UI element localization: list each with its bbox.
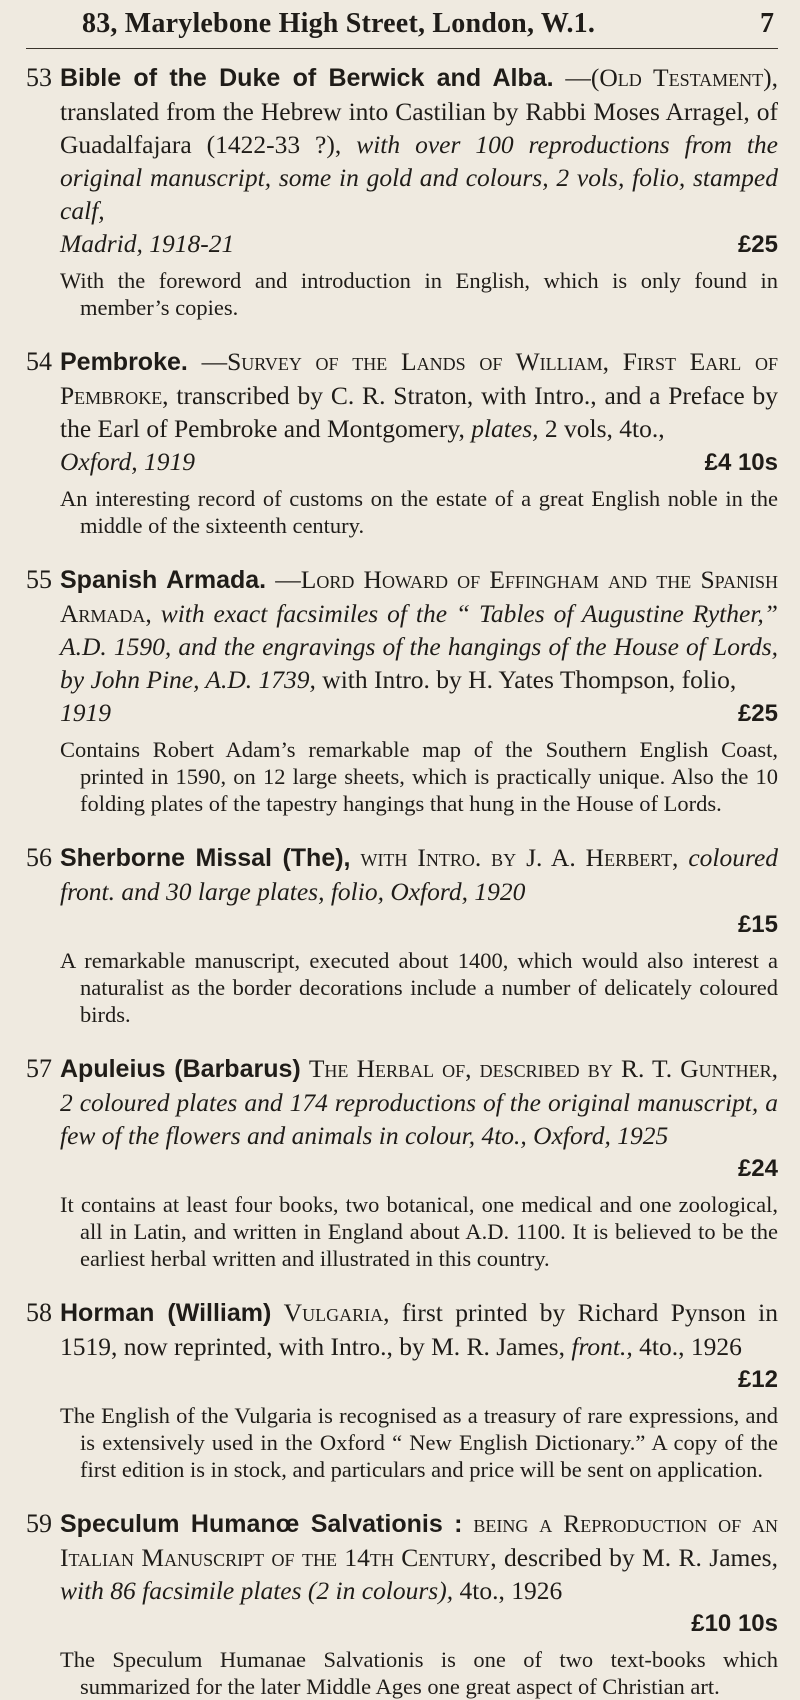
entry-imprint-price (60, 1607, 778, 1640)
entry-description-smallcaps: —(Old Testament), (565, 63, 779, 92)
catalogue-entry (26, 1052, 778, 1272)
entry-description-after: 4to., 1926 (459, 1576, 563, 1605)
catalogue-entry (26, 1507, 778, 1700)
entry-description: first printed by Richard Pynson in 1519, now reprinted, with Intro., by M. R. James, (60, 1298, 778, 1361)
entry-price: £12 (737, 1366, 778, 1393)
entry-imprint-price (60, 1152, 778, 1185)
entry-description: translated from the Hebrew into Castilian by Rabbi Moses Arragel, of Guadalfajara (1422-33 ?), (60, 97, 778, 159)
entry-number: 56 (26, 843, 52, 872)
entry-description-italic: plates, (471, 414, 539, 443)
entry-body (60, 345, 778, 539)
entry-description-after: 4to., 1926 (639, 1332, 742, 1361)
entry-description-smallcaps: —Survey of the Lands of William, First Earl of Pembroke, (60, 347, 778, 410)
page-address: 83, Marylebone High Street, London, W.1. (82, 8, 596, 39)
entry-description-smallcaps: with Intro. by J. A. Herbert, (360, 843, 679, 872)
entry-number: 53 (26, 63, 52, 92)
entry-body (60, 563, 778, 817)
entry-imprint-price (60, 227, 778, 261)
entry-body (60, 1296, 778, 1483)
entry-heading (60, 61, 778, 227)
entry-description-italic: front., (571, 1332, 633, 1361)
catalogue-entry (26, 1296, 778, 1483)
entry-price: £4 10s (704, 449, 778, 476)
entry-imprint: Oxford, 1919 (60, 447, 196, 476)
entry-body (60, 841, 778, 1028)
header-rule (26, 48, 778, 49)
entry-title: Apuleius (Barbarus) (60, 1055, 301, 1083)
catalogue-entry (26, 841, 778, 1028)
entry-note: An interesting record of customs on the estate of a great English noble in the middle of the sixteenth century. (60, 486, 778, 538)
entry-heading (60, 563, 778, 696)
entry-heading (60, 1507, 778, 1607)
entry-heading (60, 1052, 778, 1152)
entry-note: The English of the Vulgaria is recognised as a treasury of rare expressions, and is extensively used in the Oxford “ New English Dictionary.” A copy of the first edition is in stock, and particulars and price will be sent on application. (60, 1403, 778, 1482)
entry-price: £25 (737, 700, 778, 727)
entry-imprint-price (60, 908, 778, 941)
entry-title: Sherborne Missal (The), (60, 844, 351, 872)
page-number: 7 (760, 8, 774, 39)
entry-description-italic: with 86 facsimile plates (2 in colours), (60, 1576, 454, 1605)
entry-description-after: with Intro. by H. Yates Thompson, folio, (322, 665, 737, 694)
entry-imprint: Madrid, 1918-21 (60, 229, 235, 258)
entry-note: It contains at least four books, two botanical, one medical and one zoological, all in Latin, and written in England about A.D. 1100. It is believed to be the earliest herbal written and illustrated in this country. (60, 1192, 778, 1271)
entry-title: Speculum Humanœ Salvationis : (60, 1510, 463, 1538)
entry-description-smallcaps: Vulgaria, (283, 1298, 390, 1327)
entry-note: Contains Robert Adam’s remarkable map of the Southern English Coast, printed in 1590, on 12 large sheets, which is practically unique. Also the 10 folding plates of the tapestry hangings that hung in the House of Lords. (60, 737, 778, 816)
entry-description-italic: with exact facsimiles of the “ Tables of Augustine Ryther,” A.D. 1590, and the engravings of the hangings of the House of Lords, by John Pine, A.D. 1739, (60, 599, 778, 694)
entry-title: Horman (William) (60, 1299, 272, 1327)
entry-price: £10 10s (691, 1610, 778, 1637)
entry-description-italic: coloured front. and 30 large plates, folio, Oxford, 1920 (60, 843, 779, 906)
entry-number: 58 (26, 1298, 52, 1327)
entry-price: £15 (737, 911, 778, 938)
entry-price: £24 (737, 1155, 778, 1182)
catalogue-entries (26, 61, 778, 1700)
entry-number: 57 (26, 1054, 52, 1083)
entry-description-smallcaps: The Herbal of, described by R. T. Gunther, (308, 1054, 779, 1083)
entry-imprint: 1919 (60, 698, 111, 727)
catalogue-entry (26, 345, 778, 539)
entry-heading (60, 1296, 778, 1363)
entry-description-italic: 2 coloured plates and 174 reproductions of the original manuscript, a few of the flowers and animals in colour, 4to., Oxford, 1925 (60, 1088, 778, 1150)
entry-description-smallcaps: —Lord Howard of Effingham and the Spanish Armada, (60, 565, 779, 628)
entry-imprint-price (60, 1363, 778, 1396)
entry-description-smallcaps: being a Reproduction of an Italian Manuscript of the 14th Century, (60, 1509, 779, 1572)
running-head (26, 8, 778, 40)
entry-description-italic: with over 100 reproductions from the original manuscript, some in gold and colours, 2 vols, folio, stamped calf, (60, 130, 778, 225)
entry-note: A remarkable manuscript, executed about 1400, which would also interest a naturalist as the border decorations include a number of delicately coloured birds. (60, 948, 778, 1027)
entry-price: £25 (737, 231, 778, 258)
entry-body (60, 61, 778, 321)
entry-description: transcribed by C. R. Straton, with Intro., and a Preface by the Earl of Pembroke and Montgomery, (60, 381, 779, 443)
catalogue-entry (26, 61, 778, 321)
entry-note: The Speculum Humanae Salvationis is one of two text-books which summarized for the later Middle Ages one great aspect of Christian art. (60, 1647, 778, 1699)
entry-heading (60, 345, 778, 445)
entry-heading (60, 841, 778, 908)
entry-number: 54 (26, 347, 52, 376)
entry-imprint-price (60, 696, 778, 730)
entry-body (60, 1507, 778, 1700)
catalogue-entry (26, 563, 778, 817)
entry-description-after: 2 vols, 4to., (544, 414, 665, 443)
entry-title: Bible of the Duke of Berwick and Alba. (60, 64, 554, 92)
entry-number: 55 (26, 565, 52, 594)
entry-number: 59 (26, 1509, 52, 1538)
entry-title: Pembroke. (60, 348, 188, 376)
entry-body (60, 1052, 778, 1272)
entry-description: described by M. R. James, (504, 1543, 778, 1572)
entry-imprint-price (60, 445, 778, 479)
entry-title: Spanish Armada. (60, 566, 267, 594)
entry-note: With the foreword and introduction in English, which is only found in member’s copies. (60, 268, 778, 320)
